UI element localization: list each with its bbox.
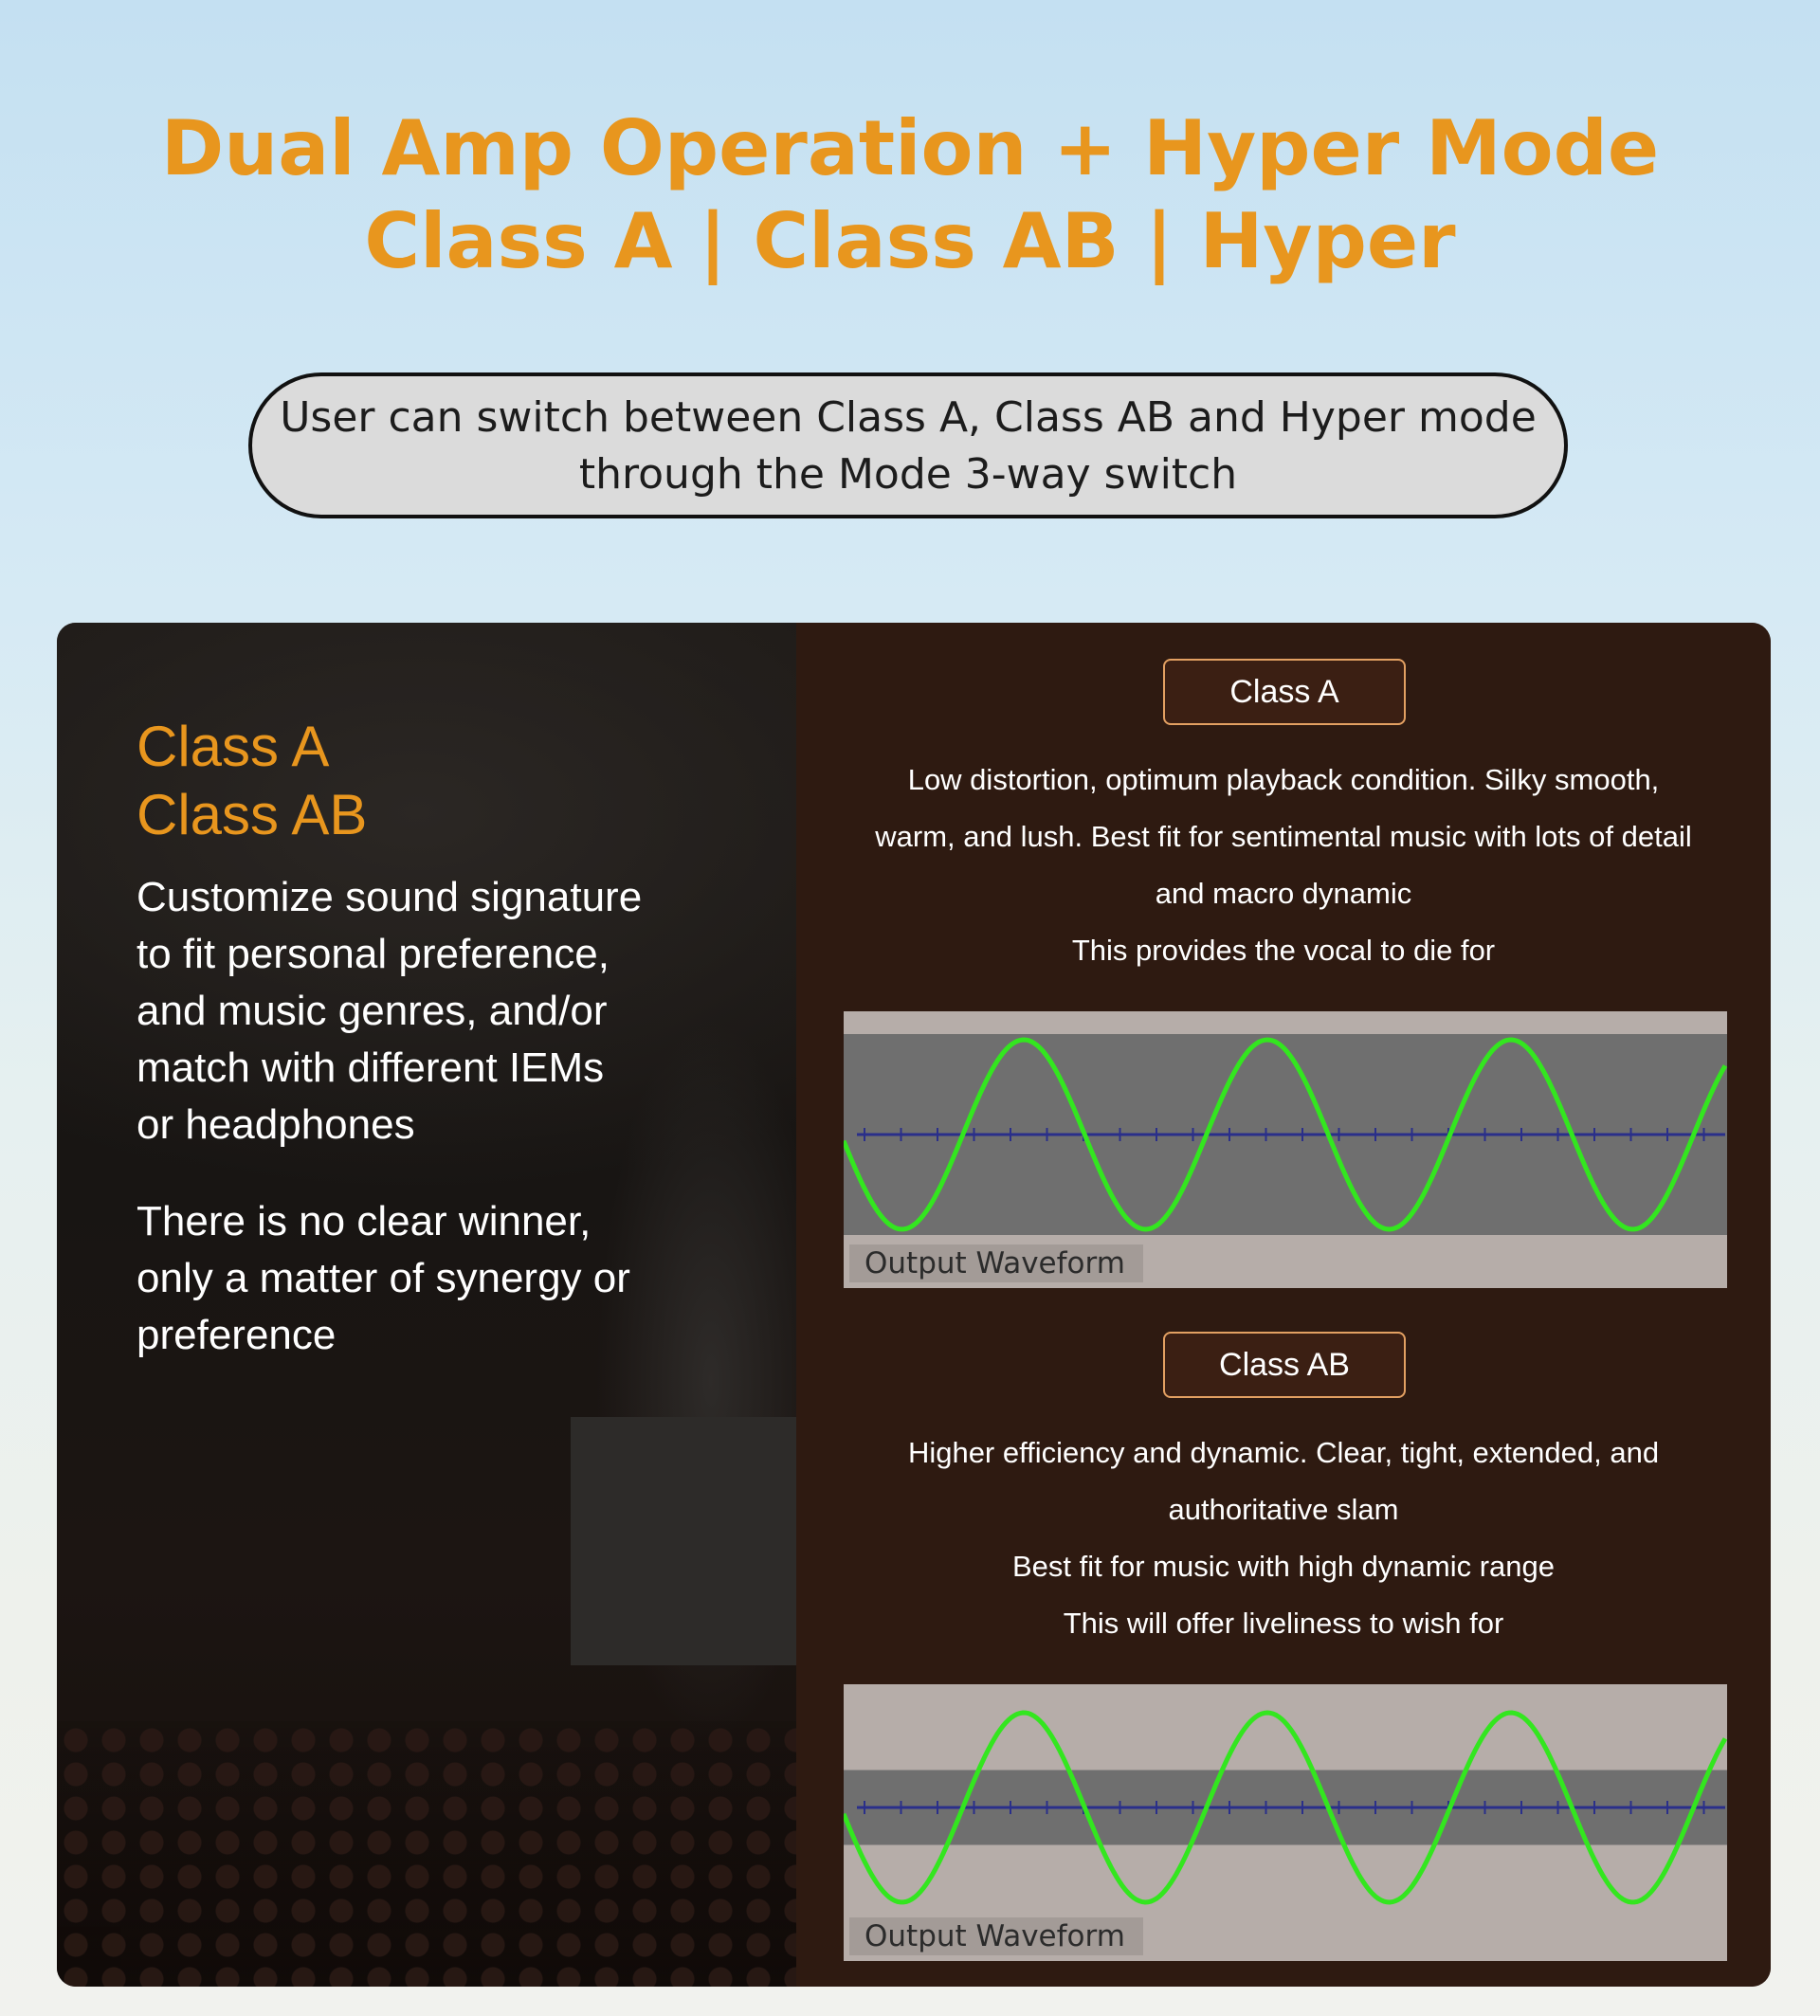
class-headings	[136, 713, 367, 849]
description-line: and macro dynamic	[1155, 877, 1412, 910]
mode-switch-callout	[248, 372, 1568, 518]
class-ab-description	[796, 1425, 1771, 1652]
waveform-label: Output Waveform	[849, 1244, 1143, 1282]
paragraph-line: Customize sound signature	[136, 874, 643, 920]
description-line: Low distortion, optimum playback condition. Silky smooth,	[907, 763, 1660, 796]
callout-line-2: through the Mode 3-way switch	[578, 450, 1238, 499]
title-line-2: Class A | Class AB | Hyper	[364, 197, 1456, 285]
description-line: Best fit for music with high dynamic range	[1011, 1550, 1556, 1583]
paragraph-line: match with different IEMs	[136, 1044, 605, 1091]
theater-background-image	[57, 623, 796, 1987]
heading-class-a: Class A	[136, 715, 330, 778]
paragraph-line: and music genres, and/or	[136, 988, 608, 1034]
synergy-paragraph	[136, 1193, 630, 1364]
paragraph-line: or headphones	[136, 1101, 415, 1148]
mode-details	[796, 623, 1771, 1987]
callout-line-1: User can switch between Class A, Class AB and Hyper mode	[280, 393, 1537, 442]
paragraph-line: only a matter of synergy or	[136, 1255, 630, 1301]
description-line: This provides the vocal to die for	[1071, 934, 1496, 967]
title-line-1: Dual Amp Operation + Hyper Mode	[160, 104, 1660, 192]
paragraph-line: preference	[136, 1312, 337, 1358]
description-line: warm, and lush. Best fit for sentimental music with lots of detail	[875, 820, 1692, 853]
waveform-label: Output Waveform	[849, 1917, 1143, 1955]
class-a-description	[796, 752, 1771, 979]
paragraph-line: There is no clear winner,	[136, 1198, 592, 1244]
heading-class-ab: Class AB	[136, 783, 368, 846]
class-a-tag: Class A	[1163, 659, 1406, 725]
description-line: This will offer liveliness to wish for	[1063, 1607, 1504, 1640]
class-ab-waveform	[844, 1684, 1727, 1961]
theater-seats	[57, 1721, 796, 1987]
description-line: authoritative slam	[1168, 1493, 1399, 1526]
paragraph-line: to fit personal preference,	[136, 931, 610, 977]
description-line: Higher efficiency and dynamic. Clear, tight, extended, and	[907, 1436, 1660, 1469]
cinema-screen	[571, 1417, 798, 1665]
class-a-waveform	[844, 1011, 1727, 1288]
page-title	[0, 102, 1820, 288]
class-ab-tag: Class AB	[1163, 1332, 1406, 1398]
feature-panel	[57, 623, 1771, 1987]
customize-paragraph	[136, 869, 642, 1153]
